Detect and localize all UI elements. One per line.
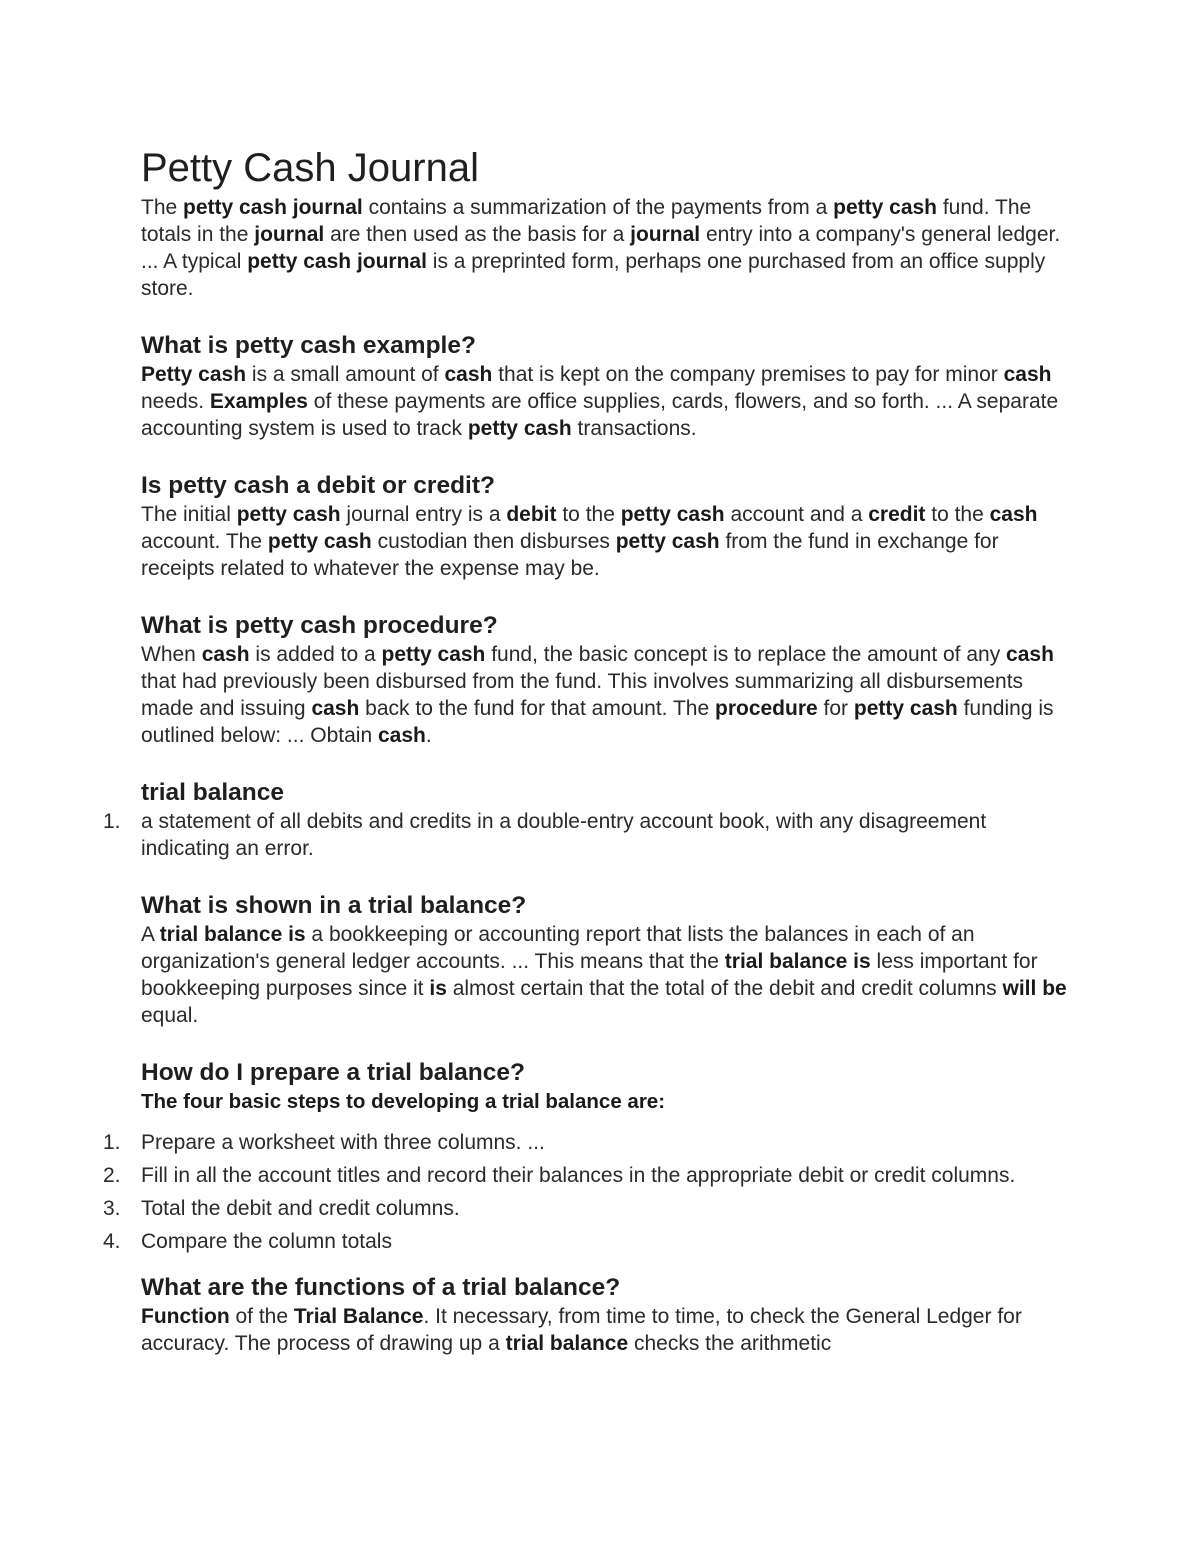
text-run: The initial: [141, 503, 237, 526]
bold-term: journal: [630, 223, 701, 246]
bold-term: Examples: [209, 390, 308, 413]
text-run: needs.: [141, 390, 210, 413]
list-item-text: a statement of all debits and credits in a double-entry account book, with any disagreement indicating an error.: [141, 810, 987, 860]
text-run: almost certain that the total of the debit and credit columns: [446, 977, 1003, 1000]
bold-term: procedure: [715, 697, 818, 720]
bold-term: Function: [141, 1305, 230, 1328]
text-run: from the fund in exchange for receipts related to whatever the expense may be.: [141, 530, 999, 580]
example-paragraph: [141, 361, 1071, 442]
steps-list: [103, 1129, 1071, 1255]
text-run: account and a: [724, 503, 869, 526]
bold-term: petty cash: [853, 697, 958, 720]
text-run: are then used as the basis for a: [324, 223, 631, 246]
text-run: is a preprinted form, perhaps one purchased from an office supply store.: [141, 250, 1046, 300]
bold-term: cash: [989, 503, 1038, 526]
bold-term: cash: [444, 363, 493, 386]
list-item-text: Prepare a worksheet with three columns. ...: [141, 1131, 545, 1154]
text-run: that had previously been disbursed from the fund. This involves summarizing all disbursements made and issuing: [141, 670, 1024, 720]
bold-term: journal: [254, 223, 325, 246]
intro-paragraph: [141, 194, 1071, 302]
functions-paragraph: [141, 1303, 1071, 1357]
bold-term: credit: [868, 503, 926, 526]
procedure-heading: What is petty cash procedure?: [141, 612, 498, 639]
bold-term: is: [429, 977, 447, 1000]
text-run: to the: [925, 503, 990, 526]
functions-heading: What are the functions of a trial balance?: [141, 1274, 621, 1301]
text-run: A: [141, 923, 160, 946]
prepare-heading: How do I prepare a trial balance?: [141, 1059, 525, 1086]
procedure-paragraph: [141, 641, 1071, 749]
text-run: checks the arithmetic: [628, 1332, 832, 1355]
text-run: account. The: [141, 530, 268, 553]
trial-balance-heading: trial balance: [141, 779, 284, 806]
document-content: [103, 142, 1071, 1357]
text-run: for: [817, 697, 854, 720]
bold-term: petty cash: [236, 503, 341, 526]
bold-term: cash: [1003, 363, 1052, 386]
list-item-text: Fill in all the account titles and record their balances in the appropriate debit or credit columns.: [141, 1164, 1016, 1187]
bold-term: Petty cash: [141, 363, 247, 386]
bold-term: cash: [311, 697, 360, 720]
list-item: [103, 808, 1071, 862]
text-run: transactions.: [571, 417, 697, 440]
bold-term: petty cash: [615, 530, 720, 553]
bold-term: cash: [201, 643, 250, 666]
bold-term: petty cash: [833, 196, 938, 219]
text-run: The: [141, 196, 184, 219]
debit-credit-paragraph: [141, 501, 1071, 582]
list-item: [103, 1162, 1071, 1189]
text-run: .: [425, 724, 432, 747]
text-run: fund. The totals in the: [141, 196, 1032, 246]
text-run: fund, the basic concept is to replace the amount of any: [485, 643, 1007, 666]
bold-term: cash: [377, 724, 426, 747]
shown-paragraph: [141, 921, 1071, 1029]
definition-list: [103, 808, 1071, 862]
example-heading: What is petty cash example?: [141, 332, 476, 359]
list-number: 1.: [103, 810, 121, 833]
bold-term: petty cash: [620, 503, 725, 526]
text-run: funding is outlined below: ... Obtain: [141, 697, 1054, 747]
bold-term: cash: [1006, 643, 1054, 666]
list-item-text: Compare the column totals: [141, 1230, 392, 1253]
bold-term: petty cash: [267, 530, 372, 553]
list-item: [103, 1195, 1071, 1222]
text-run: equal.: [141, 1004, 199, 1027]
text-run: is added to a: [249, 643, 382, 666]
text-run: of the: [229, 1305, 294, 1328]
bold-term: Trial Balance: [293, 1305, 424, 1328]
bold-term: will be: [1002, 977, 1067, 1000]
list-number: 1.: [103, 1131, 121, 1154]
text-run: contains a summarization of the payments from a: [362, 196, 834, 219]
text-run: that is kept on the company premises to pay for minor: [492, 363, 1004, 386]
text-run: less important for bookkeeping purposes since it: [141, 950, 1038, 1000]
bold-term: petty cash: [381, 643, 486, 666]
prepare-subheading: The four basic steps to developing a trial balance are:: [141, 1090, 666, 1113]
shown-heading: What is shown in a trial balance?: [141, 892, 527, 919]
list-item: [103, 1129, 1071, 1156]
text-run: journal entry is a: [340, 503, 507, 526]
text-run: is a small amount of: [246, 363, 445, 386]
text-run: entry into a company's general ledger. ... A typical: [141, 223, 1061, 273]
list-number: 2.: [103, 1164, 121, 1187]
bold-term: debit: [506, 503, 557, 526]
text-run: custodian then disburses: [371, 530, 616, 553]
list-number: 3.: [103, 1197, 121, 1220]
text-run: a bookkeeping or accounting report that lists the balances in each of an organization's general ledger accounts. ... This means that the: [141, 923, 975, 973]
text-run: back to the fund for that amount. The: [359, 697, 715, 720]
text-run: to the: [556, 503, 621, 526]
text-run: . It necessary, from time to time, to check the General Ledger for accuracy. The process of drawing up a: [141, 1305, 1022, 1355]
text-run: of these payments are office supplies, cards, flowers, and so forth. ... A separate accounting system is used to track: [141, 390, 1059, 440]
text-run: When: [141, 643, 202, 666]
bold-term: trial balance is: [159, 923, 306, 946]
page-title: Petty Cash Journal: [141, 146, 479, 190]
list-item: [103, 1228, 1071, 1255]
bold-term: petty cash: [467, 417, 572, 440]
debit-credit-heading: Is petty cash a debit or credit?: [141, 472, 495, 499]
list-number: 4.: [103, 1230, 121, 1253]
bold-term: petty cash journal: [247, 250, 427, 273]
bold-term: petty cash journal: [183, 196, 363, 219]
bold-term: trial balance: [505, 1332, 629, 1355]
list-item-text: Total the debit and credit columns.: [141, 1197, 460, 1220]
bold-term: trial balance is: [724, 950, 871, 973]
